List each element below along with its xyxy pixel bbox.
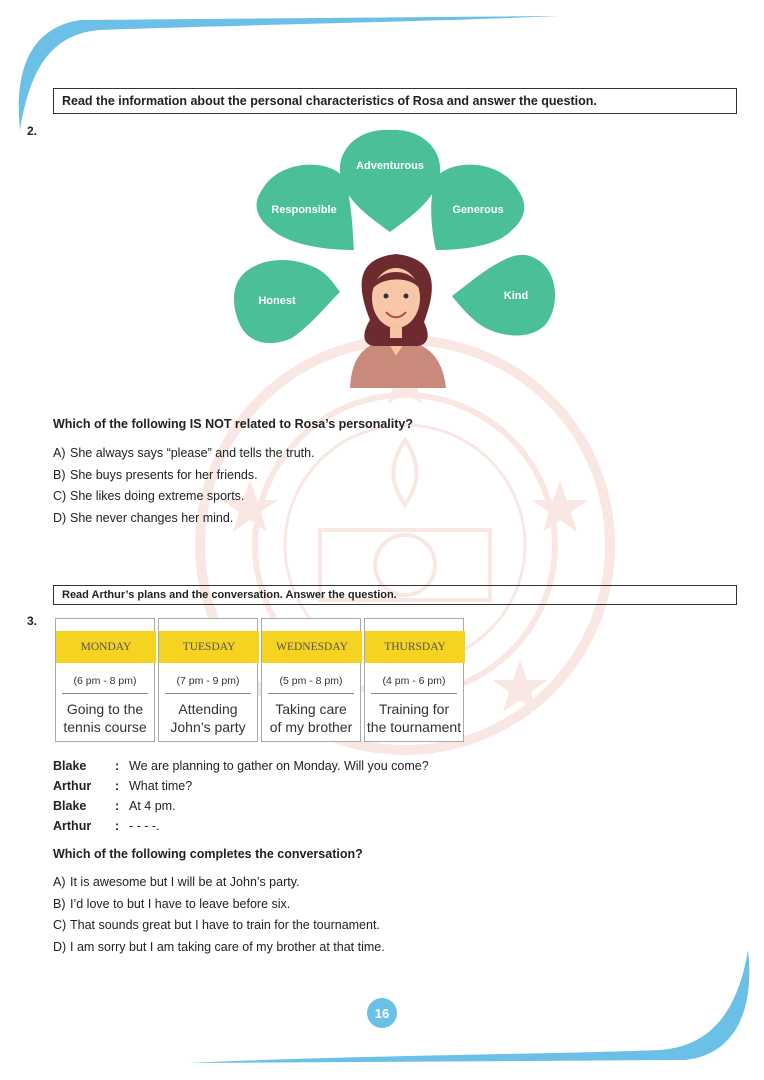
option-text: I am sorry but I am taking care of my brother at that time. <box>70 940 385 954</box>
option-letter: C) <box>53 918 67 932</box>
colon: : <box>115 759 120 773</box>
divider <box>371 693 457 694</box>
trait-label-kind: Kind <box>503 290 529 302</box>
q2-prompt: Which of the following IS NOT related to Rosa’s personality? <box>53 417 413 431</box>
day-header: TUESDAY <box>159 631 259 663</box>
day-header: WEDNESDAY <box>262 631 362 663</box>
q3-option-a[interactable] <box>53 875 300 889</box>
q2-instruction: Read the information about the personal characteristics of Rosa and answer the question. <box>62 94 597 108</box>
q3-prompt: Which of the following completes the conversation? <box>53 847 363 861</box>
petal-adventurous <box>340 130 440 232</box>
activity <box>365 700 463 736</box>
trait-label-responsible: Responsible <box>271 204 337 216</box>
schedule-day-wednesday <box>261 618 361 742</box>
q2-option-b[interactable] <box>53 468 258 482</box>
q3-option-c[interactable] <box>53 918 380 932</box>
colon: : <box>115 819 120 833</box>
option-letter: A) <box>53 875 66 889</box>
trait-label-generous: Generous <box>452 204 504 216</box>
activity <box>159 700 257 736</box>
activity-line: John’s party <box>170 719 246 735</box>
q2-option-a[interactable] <box>53 446 315 460</box>
option-text: It is awesome but I will be at John’s party. <box>70 875 300 889</box>
speaker: Arthur <box>53 779 92 793</box>
q3-option-b[interactable] <box>53 897 290 911</box>
activity-line: Training for <box>378 701 450 717</box>
utterance: At 4 pm. <box>129 799 176 813</box>
option-text: She buys presents for her friends. <box>70 468 258 482</box>
page-number: 16 <box>367 998 397 1028</box>
q3-number: 3. <box>27 614 38 628</box>
arthur-schedule <box>53 618 465 744</box>
option-letter: B) <box>53 897 66 911</box>
day-header: THURSDAY <box>365 631 465 663</box>
activity-line: the tournament <box>366 719 462 735</box>
q3-instruction-box <box>53 585 737 605</box>
activity-line: Attending <box>178 701 238 717</box>
time-range: (4 pm - 6 pm) <box>382 675 446 687</box>
utterance: What time? <box>129 779 193 793</box>
activity <box>56 700 154 736</box>
speaker: Blake <box>53 799 87 813</box>
option-text: She always says “please” and tells the truth. <box>70 446 315 460</box>
option-letter: A) <box>53 446 66 460</box>
trait-label-honest: Honest <box>258 295 296 307</box>
option-letter: C) <box>53 489 67 503</box>
option-text: She likes doing extreme sports. <box>70 489 245 503</box>
time-range: (7 pm - 9 pm) <box>176 675 240 687</box>
speaker: Blake <box>53 759 87 773</box>
activity-line: Taking care <box>275 701 347 717</box>
speaker: Arthur <box>53 819 92 833</box>
activity-line: tennis course <box>63 719 147 735</box>
option-letter: D) <box>53 940 67 954</box>
activity-line: Going to the <box>66 701 144 717</box>
time-range: (6 pm - 8 pm) <box>73 675 137 687</box>
time-range: (5 pm - 8 pm) <box>279 675 343 687</box>
q2-instruction-box <box>53 88 737 114</box>
day-header: MONDAY <box>56 631 156 663</box>
q3-instruction: Read Arthur’s plans and the conversation. Answer the question. <box>62 589 397 601</box>
divider <box>165 693 251 694</box>
divider <box>62 693 148 694</box>
utterance: - - - -. <box>129 819 160 833</box>
option-text: She never changes her mind. <box>70 511 234 525</box>
schedule-day-thursday <box>364 618 464 742</box>
q2-option-d[interactable] <box>53 511 233 525</box>
option-letter: B) <box>53 468 66 482</box>
trait-label-adventurous: Adventurous <box>356 160 424 172</box>
activity-line: of my brother <box>269 719 353 735</box>
colon: : <box>115 779 120 793</box>
colon: : <box>115 799 120 813</box>
q3-option-d[interactable] <box>53 940 385 954</box>
option-text: That sounds great but I have to train for the tournament. <box>70 918 380 932</box>
q2-number: 2. <box>27 124 38 138</box>
q2-option-c[interactable] <box>53 489 244 503</box>
divider <box>268 693 354 694</box>
option-text: I’d love to but I have to leave before six. <box>70 897 291 911</box>
activity <box>262 700 360 736</box>
option-letter: D) <box>53 511 67 525</box>
schedule-day-monday <box>55 618 155 742</box>
rosa-portrait <box>350 254 446 388</box>
utterance: We are planning to gather on Monday. Will you come? <box>129 759 429 773</box>
schedule-day-tuesday <box>158 618 258 742</box>
